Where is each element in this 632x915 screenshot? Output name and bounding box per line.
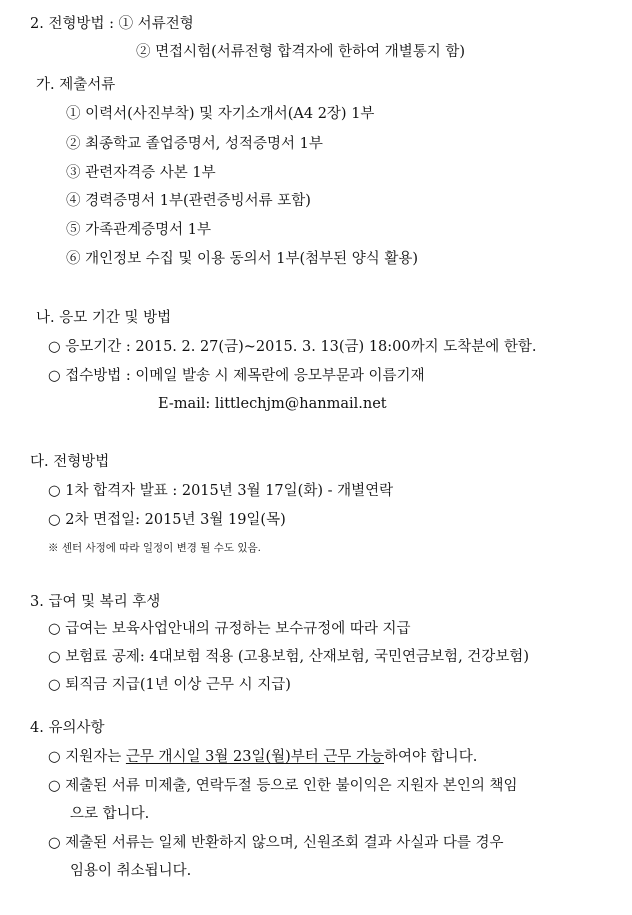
benefits-item: ○ 급여는 보육사업안내의 규정하는 보수규정에 따라 지급 [48, 621, 411, 637]
notice-item-suffix: 하여야 합니다. [384, 749, 478, 765]
documents-item: ⑤ 가족관계증명서 1부 [66, 222, 211, 238]
notice-item-responsibility: ○ 제출된 서류 미제출, 연락두절 등으로 인한 불이익은 지원자 본인의 책임 [48, 778, 518, 794]
documents-item: ③ 관련자격증 사본 1부 [66, 165, 216, 181]
application-period: ○ 응모기간 : 2015. 2. 27(금)~2015. 3. 13(금) 18:00까지 도착분에 한함. [48, 339, 537, 355]
documents-item: ② 최종학교 졸업증명서, 성적증명서 1부 [66, 136, 323, 152]
email-address: E-mail: littlechjm@hanmail.net [158, 396, 387, 412]
start-date-underlined: 근무 개시일 3월 23일(월)부터 근무 가능 [125, 749, 385, 765]
documents-item: ⑥ 개인정보 수집 및 이용 동의서 1부(첨부된 양식 활용) [66, 251, 419, 267]
selection-item: ○ 1차 합격자 발표 : 2015년 3월 17일(화) - 개별연락 [48, 483, 394, 499]
notice-item-responsibility-cont: 으로 합니다. [70, 806, 150, 822]
documents-item: ① 이력서(사진부착) 및 자기소개서(A4 2장) 1부 [66, 106, 375, 122]
benefits-item: ○ 보험료 공제: 4대보험 적용 (고용보험, 산재보험, 국민연금보험, 건강보험) [48, 649, 529, 665]
application-heading: 나. 응모 기간 및 방법 [36, 310, 172, 326]
notice-heading: 4. 유의사항 [30, 720, 105, 736]
selection-heading: 다. 전형방법 [30, 454, 110, 470]
schedule-note: ※ 센터 사정에 따라 일정이 변경 될 수도 있음. [48, 542, 261, 554]
notice-item-documents: ○ 제출된 서류는 일체 반환하지 않으며, 신원조회 결과 사실과 다를 경우 [48, 835, 504, 851]
notice-item-availability [48, 747, 477, 767]
notice-item-prefix: ○ 지원자는 [48, 749, 126, 765]
application-method: ○ 접수방법 : 이메일 발송 시 제목란에 응모부문과 이름기재 [48, 368, 425, 384]
selection-item: ○ 2차 면접일: 2015년 3월 19일(목) [48, 512, 286, 528]
notice-item-documents-cont: 임용이 취소됩니다. [70, 863, 192, 879]
section-2-interview-line: ② 면접시험(서류전형 합격자에 한하여 개별통지 함) [136, 44, 465, 60]
section-2-heading: 2. 전형방법 : ① 서류전형 [30, 16, 194, 32]
documents-item: ④ 경력증명서 1부(관련증빙서류 포함) [66, 193, 311, 209]
benefits-item: ○ 퇴직금 지급(1년 이상 근무 시 지급) [48, 677, 291, 693]
documents-heading: 가. 제출서류 [36, 77, 116, 93]
benefits-heading: 3. 급여 및 복리 후생 [30, 594, 161, 610]
